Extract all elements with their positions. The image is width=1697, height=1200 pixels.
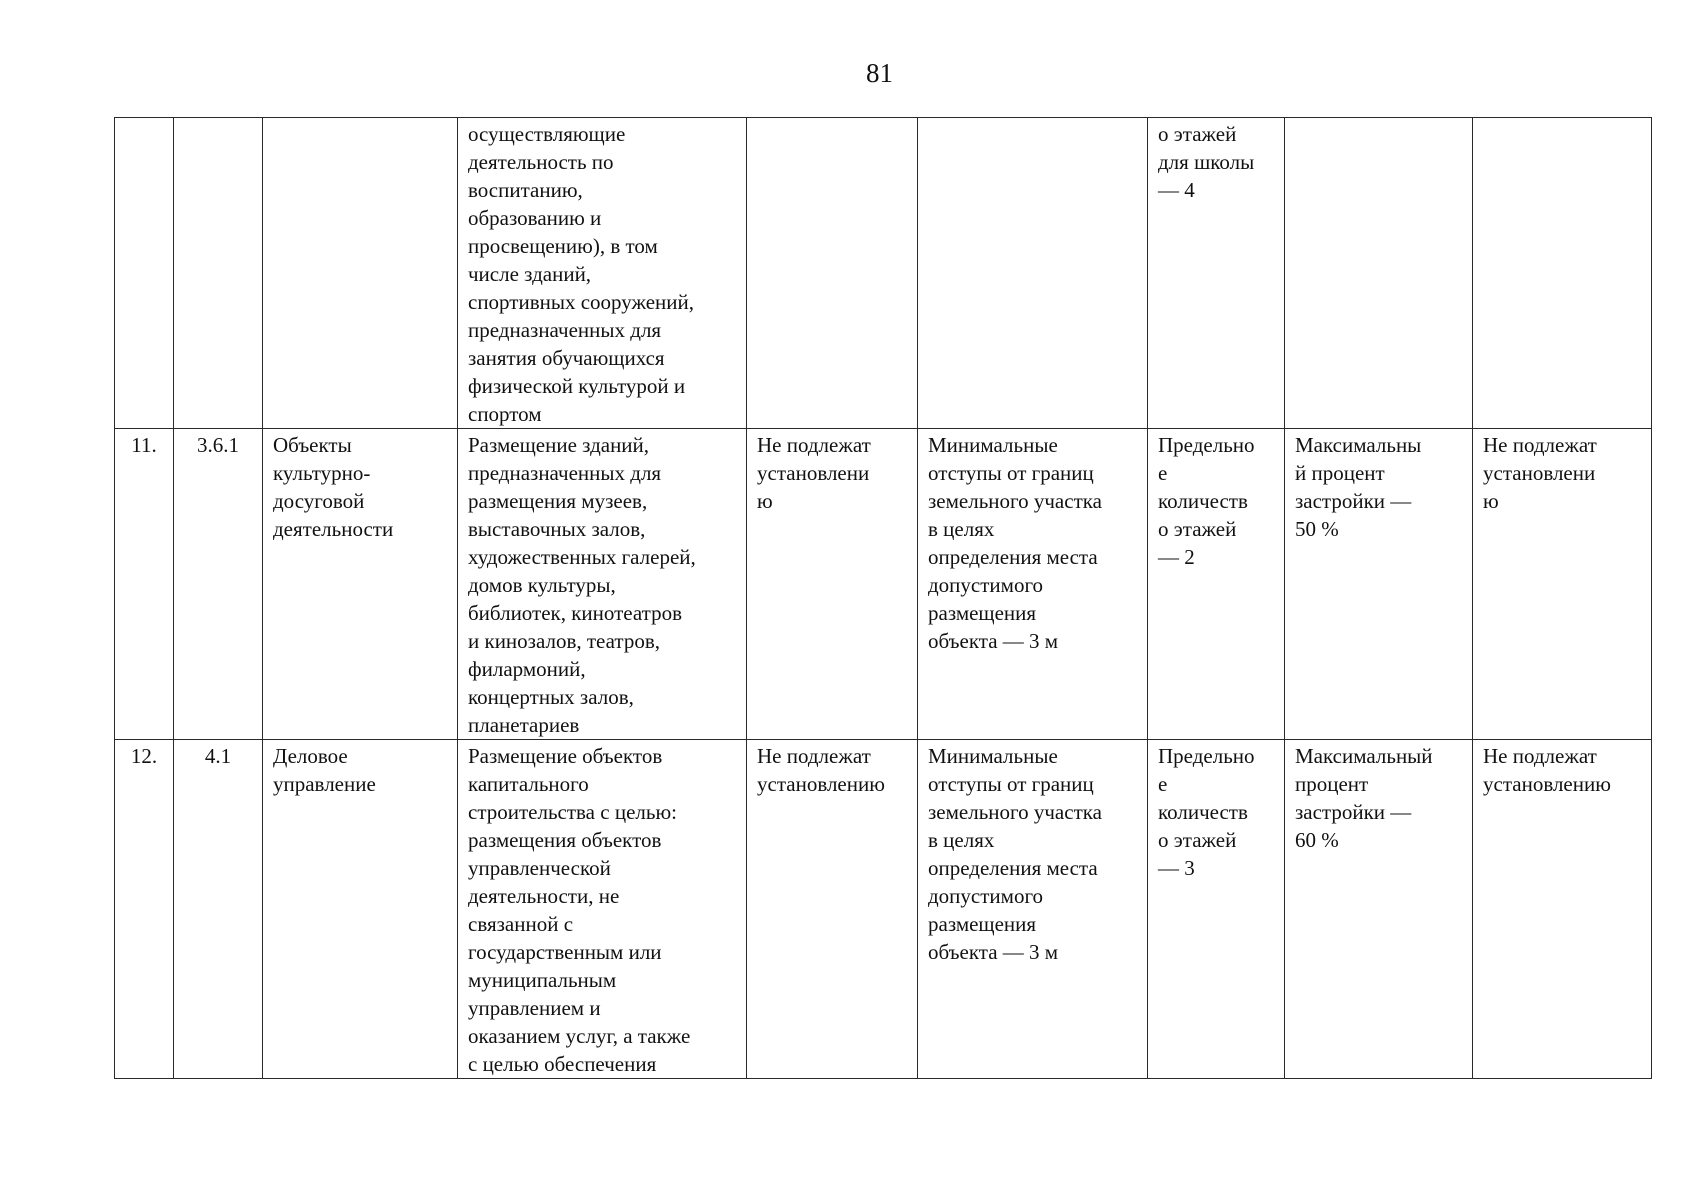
cell-text-line: осуществляющие	[468, 122, 626, 146]
cell-text-line: культурно-	[273, 461, 371, 485]
cell-text-line: художественных галерей,	[468, 545, 696, 569]
cell-text-line: управлением и	[468, 996, 601, 1020]
floors-cell	[1148, 740, 1285, 1079]
cell-text-line: воспитанию,	[468, 178, 583, 202]
cell-text-line: 4.1	[204, 744, 232, 768]
cell-text-line: установлени	[1483, 461, 1596, 485]
cell-text-line: деятельности, не	[468, 884, 620, 908]
cell-text-line: ю	[1483, 489, 1499, 513]
coverage-cell	[1285, 429, 1473, 740]
cell-text-line: Деловое	[273, 744, 348, 768]
cell-text-line: спортом	[468, 402, 542, 426]
use-name-cell	[263, 740, 458, 1079]
cell-text-line: Максимальный	[1295, 744, 1433, 768]
cell-text-line: — 4	[1158, 178, 1195, 202]
cell-text-line: Размещение зданий,	[468, 433, 650, 457]
cell-text-line: о этажей	[1158, 122, 1237, 146]
plot-size-cell	[747, 740, 918, 1079]
cell-text-line: Предельно	[1158, 744, 1255, 768]
description-cell	[458, 429, 747, 740]
cell-text-line: связанной с	[468, 912, 574, 936]
cell-text-line: определения места	[928, 856, 1098, 880]
cell-text-line: с целью обеспечения	[468, 1052, 657, 1076]
cell-text-line: муниципальным	[468, 968, 617, 992]
cell-text-line: установлению	[1483, 772, 1611, 796]
cell-text-line: ю	[757, 489, 773, 513]
floors-cell	[1148, 429, 1285, 740]
cell-text-line: концертных залов,	[468, 685, 634, 709]
cell-text-line: размещения объектов	[468, 828, 662, 852]
cell-text-line: 12.	[130, 744, 158, 768]
cell-text-line: процент	[1295, 772, 1369, 796]
cell-text-line: Не подлежат	[757, 744, 871, 768]
cell-text-line: государственным или	[468, 940, 662, 964]
cell-text-line: домов культуры,	[468, 573, 616, 597]
cell-text-line: деятельности	[273, 517, 394, 541]
cell-text-line: 50 %	[1295, 517, 1339, 541]
cell-text-line: образованию и	[468, 206, 602, 230]
cell-text-line: установлени	[757, 461, 870, 485]
cell-text-line: и кинозалов, театров,	[468, 629, 660, 653]
cell-text-line: размещения	[928, 601, 1037, 625]
table-row	[115, 740, 1652, 1079]
cell-text-line: е	[1158, 772, 1168, 796]
cell-text-line: 3.6.1	[197, 433, 239, 457]
cell-text-line: предназначенных для	[468, 318, 662, 342]
setbacks-cell	[918, 429, 1148, 740]
description-cell	[458, 118, 747, 429]
cell-text-line: строительства с целью:	[468, 800, 677, 824]
cell-text-line: спортивных сооружений,	[468, 290, 694, 314]
land-use-table	[114, 117, 1652, 1079]
cell-text-line: для школы	[1158, 150, 1255, 174]
row-number-cell	[115, 429, 174, 740]
cell-text-line: — 2	[1158, 545, 1195, 569]
cell-text-line: й процент	[1295, 461, 1385, 485]
setbacks-cell	[918, 118, 1148, 429]
cell-text-line: размещения музеев,	[468, 489, 648, 513]
cell-text-line: Не подлежат	[757, 433, 871, 457]
cell-text-line: 11.	[131, 433, 157, 457]
cell-text-line: определения места	[928, 545, 1098, 569]
cell-text-line: числе зданий,	[468, 262, 592, 286]
cell-text-line: филармоний,	[468, 657, 586, 681]
cell-text-line: в целях	[928, 517, 995, 541]
cell-text-line: Не подлежат	[1483, 433, 1597, 457]
coverage-cell	[1285, 740, 1473, 1079]
cell-text-line: о этажей	[1158, 828, 1237, 852]
cell-text-line: земельного участка	[928, 489, 1102, 513]
cell-text-line: Объекты	[273, 433, 352, 457]
cell-text-line: занятия обучающихся	[468, 346, 665, 370]
cell-text-line: управленческой	[468, 856, 611, 880]
cell-text-line: объекта — 3 м	[928, 629, 1059, 653]
cell-text-line: — 3	[1158, 856, 1195, 880]
cell-text-line: земельного участка	[928, 800, 1102, 824]
code-cell	[174, 429, 263, 740]
page-number: 81	[866, 58, 893, 88]
use-name-cell	[263, 118, 458, 429]
cell-text-line: застройки —	[1295, 800, 1412, 824]
cell-text-line: в целях	[928, 828, 995, 852]
cell-text-line: 60 %	[1295, 828, 1339, 852]
table-row	[115, 429, 1652, 740]
cell-text-line: объекта — 3 м	[928, 940, 1059, 964]
other-params-cell	[1473, 429, 1652, 740]
cell-text-line: отступы от границ	[928, 772, 1094, 796]
cell-text-line: Минимальные	[928, 433, 1058, 457]
cell-text-line: допустимого	[928, 573, 1044, 597]
other-params-cell	[1473, 740, 1652, 1079]
table-row	[115, 118, 1652, 429]
coverage-cell	[1285, 118, 1473, 429]
cell-text-line: о этажей	[1158, 517, 1237, 541]
plot-size-cell	[747, 118, 918, 429]
cell-text-line: е	[1158, 461, 1168, 485]
cell-text-line: досуговой	[273, 489, 365, 513]
floors-cell	[1148, 118, 1285, 429]
cell-text-line: капитального	[468, 772, 589, 796]
code-cell	[174, 740, 263, 1079]
cell-text-line: Размещение объектов	[468, 744, 663, 768]
cell-text-line: библиотек, кинотеатров	[468, 601, 683, 625]
cell-text-line: Предельно	[1158, 433, 1255, 457]
cell-text-line: деятельность по	[468, 150, 614, 174]
cell-text-line: размещения	[928, 912, 1037, 936]
cell-text-line: установлению	[757, 772, 885, 796]
cell-text-line: физической культурой и	[468, 374, 686, 398]
cell-text-line: Максимальны	[1295, 433, 1422, 457]
code-cell	[174, 118, 263, 429]
cell-text-line: просвещению), в том	[468, 234, 658, 258]
row-number-cell	[115, 740, 174, 1079]
cell-text-line: предназначенных для	[468, 461, 662, 485]
cell-text-line: застройки —	[1295, 489, 1412, 513]
cell-text-line: Минимальные	[928, 744, 1058, 768]
row-number-cell	[115, 118, 174, 429]
setbacks-cell	[918, 740, 1148, 1079]
cell-text-line: управление	[273, 772, 376, 796]
cell-text-line: количеств	[1158, 489, 1248, 513]
cell-text-line: количеств	[1158, 800, 1248, 824]
other-params-cell	[1473, 118, 1652, 429]
cell-text-line: планетариев	[468, 713, 580, 737]
cell-text-line: выставочных залов,	[468, 517, 646, 541]
description-cell	[458, 740, 747, 1079]
cell-text-line: оказанием услуг, а также	[468, 1024, 691, 1048]
cell-text-line: отступы от границ	[928, 461, 1094, 485]
cell-text-line: допустимого	[928, 884, 1044, 908]
plot-size-cell	[747, 429, 918, 740]
use-name-cell	[263, 429, 458, 740]
cell-text-line: Не подлежат	[1483, 744, 1597, 768]
